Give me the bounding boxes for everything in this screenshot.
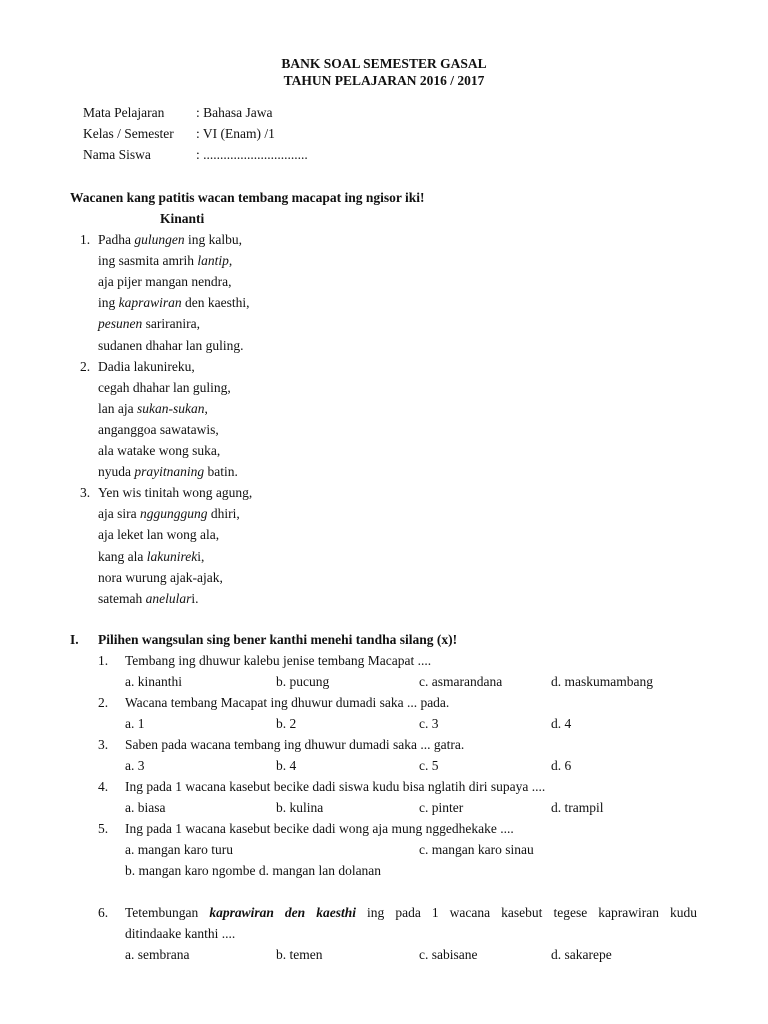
poem-line-text: ,: [204, 401, 208, 416]
question-number: 1.: [98, 653, 109, 668]
option-c[interactable]: c. sabisane: [419, 947, 478, 962]
poem-line: [98, 422, 219, 438]
poem-line-text: satemah: [98, 591, 146, 606]
option-a[interactable]: a. kinanthi: [125, 674, 182, 689]
question-text: Wacana tembang Macapat ing dhuwur dumadi saka ... pada.: [125, 695, 450, 710]
poem-line: [98, 506, 240, 522]
info-value-name: : ...............................: [196, 147, 308, 162]
poem-line: [98, 527, 219, 543]
poem-line-text: aja leket lan wong ala,: [98, 527, 220, 542]
info-label-class: Kelas / Semester: [83, 126, 174, 141]
option-a[interactable]: a. sembrana: [125, 947, 190, 962]
question-text-line2: ditindaake kanthi ....: [125, 926, 236, 941]
question-number: 6.: [98, 905, 109, 920]
stanza-number: 1.: [80, 232, 91, 247]
section-number: I.: [70, 632, 79, 647]
poem-line-text: kang ala: [98, 549, 147, 564]
option-b[interactable]: b. 2: [276, 716, 297, 731]
option-c[interactable]: c. asmarandana: [419, 674, 503, 689]
question-number: 3.: [98, 737, 109, 752]
poem-line-emphasis: pesunen: [98, 316, 143, 331]
document-title: BANK SOAL SEMESTER GASAL: [281, 56, 487, 71]
option-d[interactable]: d. 6: [551, 758, 572, 773]
poem-line-text: cegah dhahar lan guling,: [98, 380, 231, 395]
poem-line: [98, 316, 200, 332]
poem-line-emphasis: lantip: [197, 253, 229, 268]
info-label-name: Nama Siswa: [83, 147, 151, 162]
question-number: 4.: [98, 779, 109, 794]
poem-line-emphasis: nggunggung: [139, 506, 208, 521]
option-a[interactable]: a. 3: [125, 758, 145, 773]
poem-line-emphasis: sukan-sukan: [136, 401, 205, 416]
info-label-subject: Mata Pelajaran: [83, 105, 165, 120]
option-b[interactable]: b. 4: [276, 758, 297, 773]
question-text-post: ing pada 1 wacana kasebut tegese kaprawiran kudu: [355, 905, 698, 920]
poem-line-text: i.: [191, 591, 199, 606]
option-b[interactable]: b. pucung: [276, 674, 330, 689]
option-c[interactable]: c. 3: [419, 716, 439, 731]
poem-line-text: aja pijer mangan nendra,: [98, 274, 232, 289]
question-text: Saben pada wacana tembang ing dhuwur dumadi saka ... gatra.: [125, 737, 465, 752]
poem-line: [98, 591, 199, 607]
poem-line: [98, 338, 243, 354]
section-heading: Pilihen wangsulan sing bener kanthi menehi tandha silang (x)!: [98, 632, 458, 647]
poem-line-text: aja sira: [98, 506, 140, 521]
poem-line-emphasis: gulungen: [134, 232, 185, 247]
option-b[interactable]: b. temen: [276, 947, 323, 962]
poem-line-emphasis: kaprawiran: [118, 295, 182, 310]
option-a[interactable]: a. mangan karo turu: [125, 842, 233, 857]
poem-line-text: nyuda: [98, 464, 135, 479]
poem-line-text: ing: [98, 295, 119, 310]
option-d[interactable]: d. 4: [551, 716, 572, 731]
poem-line: [98, 295, 250, 311]
option-b-d[interactable]: b. mangan karo ngombe d. mangan lan dolanan: [125, 863, 382, 878]
option-a[interactable]: a. biasa: [125, 800, 166, 815]
poem-line-text: i,: [197, 549, 205, 564]
info-value-subject: : Bahasa Jawa: [196, 105, 273, 120]
poem-line-text: batin.: [204, 464, 238, 479]
poem-line: [98, 401, 208, 417]
stanza-number: 3.: [80, 485, 91, 500]
poem-line-emphasis: lakunirek: [146, 549, 198, 564]
poem-line-text: Yen wis tinitah wong agung,: [98, 485, 253, 500]
poem-line-text: lan aja: [98, 401, 137, 416]
option-c[interactable]: c. mangan karo sinau: [419, 842, 534, 857]
option-a[interactable]: a. 1: [125, 716, 145, 731]
poem-line-emphasis: prayitnaning: [134, 464, 205, 479]
option-c[interactable]: c. pinter: [419, 800, 464, 815]
question-text: [125, 905, 697, 921]
question-number: 2.: [98, 695, 109, 710]
option-c[interactable]: c. 5: [419, 758, 439, 773]
question-text: Tembang ing dhuwur kalebu jenise tembang Macapat ....: [125, 653, 432, 668]
poem-line-text: Padha: [98, 232, 135, 247]
option-d[interactable]: d. maskumambang: [551, 674, 653, 689]
poem-line-text: sudanen dhahar lan guling.: [98, 338, 244, 353]
stanza-number: 2.: [80, 359, 91, 374]
poem-line: [98, 485, 252, 501]
reading-instruction: Wacanen kang patitis wacan tembang macapat ing ngisor iki!: [70, 190, 425, 205]
poem-line: [98, 274, 231, 290]
poem-line-text: sariranira,: [142, 316, 200, 331]
option-d[interactable]: d. trampil: [551, 800, 604, 815]
poem-line: [98, 359, 195, 375]
question-text: Ing pada 1 wacana kasebut becike dadi siswa kudu bisa nglatih diri supaya ....: [125, 779, 546, 794]
poem-line-text: nora wurung ajak-ajak,: [98, 570, 223, 585]
poem-line-emphasis: anelular: [145, 591, 192, 606]
question-text: Ing pada 1 wacana kasebut becike dadi wong aja mung nggedhekake ....: [125, 821, 514, 836]
poem-line-text: ,: [228, 253, 233, 268]
poem-line-text: ing sasmita amrih: [98, 253, 198, 268]
poem-line: [98, 464, 238, 480]
poem-line-text: Dadia lakunireku,: [98, 359, 195, 374]
poem-line: [98, 443, 220, 459]
info-value-class: : VI (Enam) /1: [196, 126, 275, 141]
poem-line: [98, 380, 231, 396]
poem-line-text: ala watake wong suka,: [98, 443, 221, 458]
option-d[interactable]: d. sakarepe: [551, 947, 612, 962]
poem-line-text: ing kalbu,: [184, 232, 242, 247]
poem-line: [98, 570, 223, 586]
poem-line: [98, 253, 232, 269]
option-b[interactable]: b. kulina: [276, 800, 324, 815]
question-number: 5.: [98, 821, 109, 836]
poem-line-text: den kaesthi,: [181, 295, 250, 310]
poem-line-text: anganggoa sawatawis,: [98, 422, 219, 437]
question-text-pre: Tetembungan: [125, 905, 210, 920]
document-subtitle: TAHUN PELAJARAN 2016 / 2017: [283, 73, 485, 88]
question-text-emphasis: kaprawiran den kaesthi: [209, 905, 356, 920]
poem-line: [98, 232, 242, 248]
poem-line-text: dhiri,: [207, 506, 240, 521]
poem-line: [98, 549, 204, 565]
poem-title: Kinanti: [160, 211, 205, 226]
